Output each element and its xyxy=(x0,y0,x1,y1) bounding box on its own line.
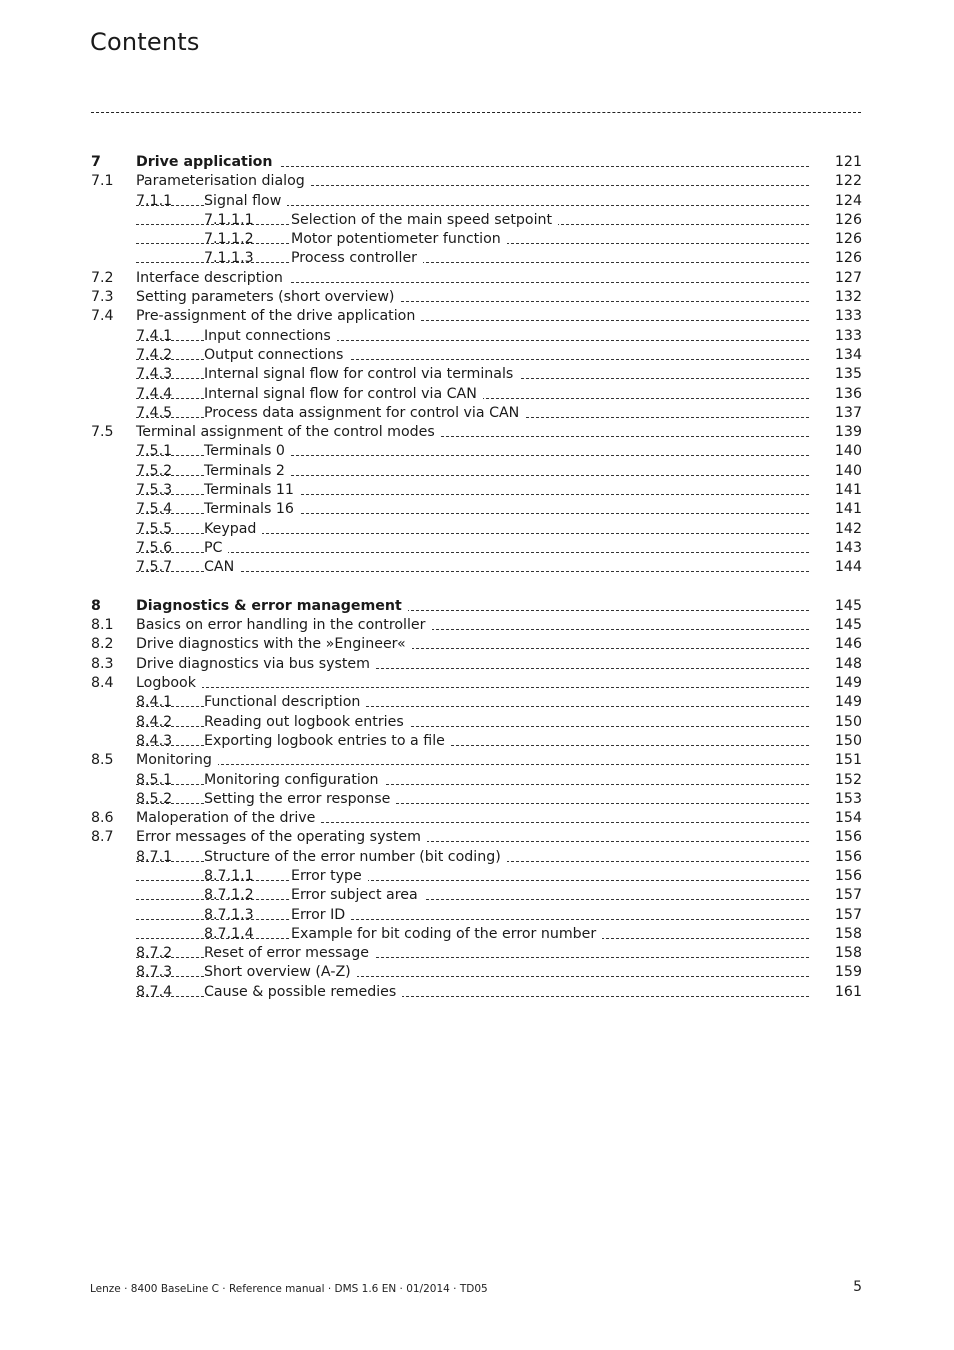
toc-entry-page[interactable]: 158 xyxy=(834,925,862,942)
toc-entry-number: 8.6 xyxy=(91,809,114,828)
toc-entry-page[interactable]: 140 xyxy=(834,462,862,479)
toc-entry-title[interactable]: Short overview (A-Z) xyxy=(204,963,357,982)
toc-entry-number: 7.5 xyxy=(91,423,114,442)
toc-entry-number: 8.3 xyxy=(91,655,114,674)
toc-entry-number: 8.7.1 xyxy=(136,848,172,867)
toc-entry[interactable] xyxy=(0,983,954,1002)
toc-entry-title[interactable]: Internal signal flow for control via terminals xyxy=(204,365,519,384)
toc-entry[interactable] xyxy=(0,886,954,905)
toc-entry-number: 8.5.2 xyxy=(136,790,172,809)
toc-entry-number: 7.1.1.1 xyxy=(204,211,254,230)
toc-entry-title[interactable]: Terminals 0 xyxy=(204,442,291,461)
table-of-contents xyxy=(0,153,954,1002)
toc-entry-title[interactable]: Drive diagnostics via bus system xyxy=(136,655,376,674)
toc-entry-title[interactable]: Output connections xyxy=(204,346,349,365)
toc-entry-number: 7.5.4 xyxy=(136,500,172,519)
toc-entry-number: 7.1.1.2 xyxy=(204,230,254,249)
toc-entry-number: 8.7.4 xyxy=(136,983,172,1002)
toc-entry[interactable] xyxy=(0,963,954,982)
toc-entry-number: 7.5.6 xyxy=(136,539,172,558)
toc-entry-title[interactable]: Setting the error response xyxy=(204,790,396,809)
toc-entry[interactable] xyxy=(0,211,954,230)
toc-entry-title[interactable]: Signal flow xyxy=(204,192,287,211)
toc-entry[interactable] xyxy=(0,172,954,191)
toc-entry-page[interactable]: 143 xyxy=(834,539,862,556)
toc-entry[interactable] xyxy=(0,520,954,539)
toc-entry-page[interactable]: 157 xyxy=(834,887,862,904)
toc-entry-number: 7.2 xyxy=(91,269,114,288)
toc-entry-number: 7.1.1 xyxy=(136,192,172,211)
toc-entry-title[interactable]: Diagnostics & error management xyxy=(136,597,408,616)
toc-entry-title[interactable]: Cause & possible remedies xyxy=(204,983,402,1002)
toc-entry[interactable] xyxy=(0,307,954,326)
header-divider xyxy=(91,112,861,113)
toc-entry[interactable] xyxy=(0,713,954,732)
toc-entry-page[interactable]: 150 xyxy=(834,713,862,730)
toc-entry-page[interactable]: 134 xyxy=(834,346,862,363)
toc-entry[interactable] xyxy=(0,655,954,674)
toc-entry-number: 8.5 xyxy=(91,751,114,770)
toc-entry-number: 8.7.1.1 xyxy=(204,867,254,886)
toc-entry[interactable] xyxy=(0,385,954,404)
toc-entry-title[interactable]: Process data assignment for control via CAN xyxy=(204,404,525,423)
toc-entry-page[interactable]: 142 xyxy=(834,520,862,537)
toc-entry-page[interactable]: 137 xyxy=(834,404,862,421)
toc-entry-page[interactable]: 132 xyxy=(834,289,862,306)
toc-entry[interactable] xyxy=(0,635,954,654)
toc-entry[interactable] xyxy=(0,906,954,925)
toc-entry-page[interactable]: 146 xyxy=(834,636,862,653)
toc-entry-number: 7 xyxy=(91,153,101,172)
toc-leader-dashes xyxy=(136,880,809,881)
toc-entry[interactable] xyxy=(0,790,954,809)
toc-entry-page[interactable]: 127 xyxy=(834,269,862,286)
toc-entry-page[interactable]: 148 xyxy=(834,655,862,672)
toc-entry-page[interactable]: 144 xyxy=(834,559,862,576)
toc-entry[interactable] xyxy=(0,404,954,423)
toc-entry[interactable] xyxy=(0,828,954,847)
toc-entry[interactable] xyxy=(0,288,954,307)
toc-entry-page[interactable]: 141 xyxy=(834,501,862,518)
toc-entry-number: 8.4.2 xyxy=(136,713,172,732)
toc-entry-title[interactable]: Functional description xyxy=(204,693,366,712)
toc-entry[interactable] xyxy=(0,558,954,577)
toc-entry-number: 8.4 xyxy=(91,674,114,693)
toc-entry-title[interactable]: Monitoring configuration xyxy=(204,771,385,790)
toc-entry[interactable] xyxy=(0,693,954,712)
toc-entry-page[interactable]: 152 xyxy=(834,771,862,788)
toc-entry-number: 8.2 xyxy=(91,635,114,654)
toc-entry-page[interactable]: 154 xyxy=(834,810,862,827)
toc-entry-title[interactable]: Error type xyxy=(291,867,368,886)
toc-entry-page[interactable]: 140 xyxy=(834,443,862,460)
toc-entry-number: 7.4.3 xyxy=(136,365,172,384)
toc-entry[interactable] xyxy=(0,442,954,461)
toc-entry-title[interactable]: Parameterisation dialog xyxy=(136,172,311,191)
toc-entry-page[interactable]: 159 xyxy=(834,964,862,981)
toc-entry-title[interactable]: Input connections xyxy=(204,327,337,346)
toc-entry-number: 8.7.3 xyxy=(136,963,172,982)
page-title: Contents xyxy=(90,28,200,56)
toc-entry[interactable] xyxy=(0,500,954,519)
toc-entry-title[interactable]: Error ID xyxy=(291,906,351,925)
toc-entry-title[interactable]: Internal signal flow for control via CAN xyxy=(204,385,483,404)
toc-entry-title[interactable]: Example for bit coding of the error number xyxy=(291,925,602,944)
toc-entry-page[interactable]: 133 xyxy=(834,308,862,325)
toc-entry-page[interactable]: 149 xyxy=(834,675,862,692)
toc-entry-page[interactable]: 161 xyxy=(834,983,862,1000)
toc-entry-title[interactable]: Pre-assignment of the drive application xyxy=(136,307,421,326)
toc-entry-number: 8.4.3 xyxy=(136,732,172,751)
toc-entry-title[interactable]: Terminals 11 xyxy=(204,481,300,500)
toc-entry[interactable] xyxy=(0,327,954,346)
toc-entry-number: 7.4.2 xyxy=(136,346,172,365)
toc-entry-number: 7.4.1 xyxy=(136,327,172,346)
toc-entry-number: 7.4.5 xyxy=(136,404,172,423)
toc-leader-dashes xyxy=(136,764,809,765)
toc-entry[interactable] xyxy=(0,751,954,770)
document-footer: Lenze · 8400 BaseLine C · Reference manual · DMS 1.6 EN · 01/2014 · TD05 xyxy=(90,1283,488,1295)
toc-entry-title[interactable]: Error subject area xyxy=(291,886,424,905)
toc-entry[interactable] xyxy=(0,423,954,442)
toc-entry-title[interactable]: Drive application xyxy=(136,153,279,172)
toc-entry-page[interactable]: 151 xyxy=(834,752,862,769)
toc-entry[interactable] xyxy=(0,539,954,558)
toc-entry-page[interactable]: 124 xyxy=(834,192,862,209)
toc-entry-title[interactable]: Reading out logbook entries xyxy=(204,713,410,732)
toc-entry-title[interactable]: Drive diagnostics with the »Engineer« xyxy=(136,635,412,654)
toc-entry-number: 7.4 xyxy=(91,307,114,326)
toc-leader-dashes xyxy=(136,552,809,553)
toc-entry-number: 8 xyxy=(91,597,101,616)
toc-entry[interactable] xyxy=(0,249,954,268)
toc-entry-title[interactable]: Exporting logbook entries to a file xyxy=(204,732,451,751)
toc-entry-page[interactable]: 126 xyxy=(834,211,862,228)
toc-entry-number: 8.5.1 xyxy=(136,771,172,790)
toc-entry-number: 7.5.7 xyxy=(136,558,172,577)
toc-entry-number: 7.4.4 xyxy=(136,385,172,404)
toc-entry-page[interactable]: 126 xyxy=(834,250,862,267)
toc-entry-title[interactable]: Setting parameters (short overview) xyxy=(136,288,400,307)
toc-entry-number: 8.1 xyxy=(91,616,114,635)
toc-entry-page[interactable]: 126 xyxy=(834,231,862,248)
toc-entry[interactable] xyxy=(0,925,954,944)
toc-entry-page[interactable]: 157 xyxy=(834,906,862,923)
toc-entry[interactable] xyxy=(0,674,954,693)
toc-leader-dashes xyxy=(136,899,809,900)
toc-entry-page[interactable]: 156 xyxy=(834,867,862,884)
toc-entry[interactable] xyxy=(0,192,954,211)
toc-entry-page[interactable]: 145 xyxy=(834,617,862,634)
toc-entry[interactable] xyxy=(0,867,954,886)
toc-entry-number: 7.3 xyxy=(91,288,114,307)
toc-entry-number: 7.5.2 xyxy=(136,462,172,481)
toc-entry[interactable] xyxy=(0,848,954,867)
toc-entry-page[interactable]: 122 xyxy=(834,173,862,190)
toc-entry-title[interactable]: CAN xyxy=(204,558,240,577)
toc-entry[interactable] xyxy=(0,346,954,365)
toc-entry-number: 7.1.1.3 xyxy=(204,249,254,268)
toc-entry[interactable] xyxy=(0,153,954,172)
page-number: 5 xyxy=(853,1279,862,1295)
toc-entry[interactable] xyxy=(0,809,954,828)
toc-entry-number: 8.7.2 xyxy=(136,944,172,963)
toc-entry-number: 8.7.1.4 xyxy=(204,925,254,944)
toc-entry-title[interactable]: Basics on error handling in the controller xyxy=(136,616,432,635)
toc-entry[interactable] xyxy=(0,365,954,384)
toc-entry-title[interactable]: Terminal assignment of the control modes xyxy=(136,423,441,442)
toc-entry[interactable] xyxy=(0,269,954,288)
toc-entry[interactable] xyxy=(0,616,954,635)
toc-entry[interactable] xyxy=(0,732,954,751)
toc-entry-title[interactable]: Maloperation of the drive xyxy=(136,809,321,828)
toc-entry-page[interactable]: 121 xyxy=(834,154,862,170)
toc-entry-page[interactable]: 139 xyxy=(834,424,862,441)
toc-entry-title[interactable]: Terminals 16 xyxy=(204,500,300,519)
toc-entry-number: 8.4.1 xyxy=(136,693,172,712)
toc-entry-title[interactable]: Terminals 2 xyxy=(204,462,291,481)
toc-entry-page[interactable]: 133 xyxy=(834,327,862,344)
toc-entry[interactable] xyxy=(0,462,954,481)
toc-entry-number: 7.5.5 xyxy=(136,520,172,539)
toc-entry-title[interactable]: Selection of the main speed setpoint xyxy=(291,211,558,230)
toc-leader-dashes xyxy=(136,687,809,688)
toc-entry[interactable] xyxy=(0,230,954,249)
toc-entry-number: 8.7.1.2 xyxy=(204,886,254,905)
toc-entry-page[interactable]: 156 xyxy=(834,848,862,865)
toc-entry[interactable] xyxy=(0,944,954,963)
toc-entry-page[interactable]: 149 xyxy=(834,694,862,711)
toc-entry-number: 7.5.1 xyxy=(136,442,172,461)
toc-entry[interactable] xyxy=(0,771,954,790)
toc-entry-page[interactable]: 141 xyxy=(834,482,862,499)
toc-entry-title[interactable]: Keypad xyxy=(204,520,262,539)
toc-entry-number: 8.7.1.3 xyxy=(204,906,254,925)
toc-entry-page[interactable]: 156 xyxy=(834,829,862,846)
toc-leader-dashes xyxy=(136,919,809,920)
toc-entry-number: 8.7 xyxy=(91,828,114,847)
toc-entry-title[interactable]: Interface description xyxy=(136,269,289,288)
toc-entry[interactable] xyxy=(0,597,954,616)
toc-entry-title[interactable]: PC xyxy=(204,539,228,558)
toc-entry[interactable] xyxy=(0,481,954,500)
toc-entry-page[interactable]: 158 xyxy=(834,945,862,962)
toc-entry-page[interactable]: 135 xyxy=(834,366,862,383)
toc-entry-title[interactable]: Error messages of the operating system xyxy=(136,828,427,847)
toc-entry-title[interactable]: Motor potentiometer function xyxy=(291,230,507,249)
toc-entry-page[interactable]: 153 xyxy=(834,790,862,807)
toc-entry-page[interactable]: 145 xyxy=(834,597,862,614)
toc-entry-page[interactable]: 136 xyxy=(834,385,862,402)
toc-entry-number: 7.5.3 xyxy=(136,481,172,500)
toc-entry-title[interactable]: Process controller xyxy=(291,249,423,268)
toc-leader-dashes xyxy=(136,262,809,263)
toc-entry-page[interactable]: 150 xyxy=(834,732,862,749)
toc-entry-title[interactable]: Structure of the error number (bit coding) xyxy=(204,848,507,867)
toc-entry-title[interactable]: Reset of error message xyxy=(204,944,375,963)
toc-entry-title[interactable]: Logbook xyxy=(136,674,202,693)
toc-entry-number: 7.1 xyxy=(91,172,114,191)
toc-entry-title[interactable]: Monitoring xyxy=(136,751,218,770)
